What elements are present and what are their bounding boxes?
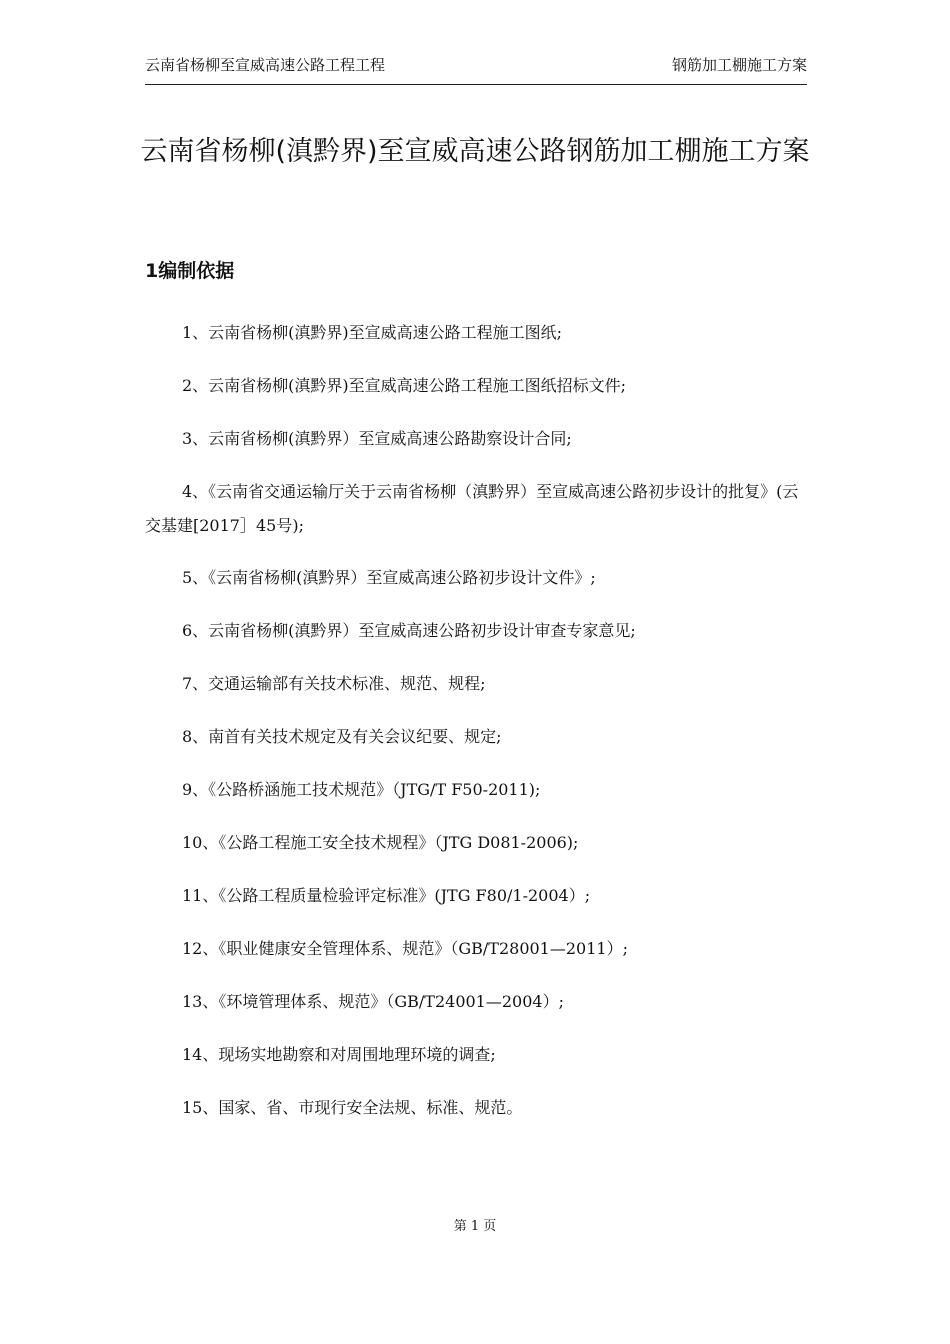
list-item: 1、云南省杨柳(滇黔界)至宣威高速公路工程施工图纸; xyxy=(182,323,563,342)
list-item: 15、国家、省、市现行安全法规、标准、规范。 xyxy=(182,1098,523,1117)
header-document-name: 钢筋加工棚施工方案 xyxy=(671,56,807,74)
list-item: 8、南首有关技术规定及有关会议纪要、规定; xyxy=(182,727,502,746)
list-item: 12、《职业健康安全管理体系、规范》（GB/T28001—2011）; xyxy=(182,939,628,958)
list-item: 14、现场实地勘察和对周围地理环境的调查; xyxy=(182,1045,496,1064)
section-heading: 1编制依据 xyxy=(145,260,235,282)
page-header xyxy=(145,54,807,78)
list-item: 13、《环境管理体系、规范》（GB/T24001—2004）; xyxy=(182,992,564,1011)
list-item: 10、《公路工程施工安全技术规程》（JTG D081-2006); xyxy=(182,833,579,852)
basis-list xyxy=(145,316,807,1144)
list-item: 5、《云南省杨柳(滇黔界）至宣威高速公路初步设计文件》; xyxy=(182,568,596,587)
document-title: 云南省杨柳(滇黔界)至宣威高速公路钢筋加工棚施工方案 xyxy=(140,136,810,167)
list-item: 7、交通运输部有关技术标准、规范、规程; xyxy=(182,674,486,693)
list-item: 9、《公路桥涵施工技术规范》（JTG/T F50-2011); xyxy=(182,780,541,799)
list-item: 2、云南省杨柳(滇黔界)至宣威高速公路工程施工图纸招标文件; xyxy=(182,376,627,395)
header-divider xyxy=(145,84,807,85)
list-item: 4、《云南省交通运输厅关于云南省杨柳（滇黔界）至宣威高速公路初步设计的批复》(云交基建[2017］45号); xyxy=(145,482,799,535)
list-item: 11、《公路工程质量检验评定标准》(JTG F80/1-2004）; xyxy=(182,886,591,905)
list-item: 6、云南省杨柳(滇黔界）至宣威高速公路初步设计审查专家意见; xyxy=(182,621,636,640)
page-number: 第 1 页 xyxy=(453,1219,497,1234)
header-project-name: 云南省杨柳至宣威高速公路工程工程 xyxy=(145,56,386,74)
list-item: 3、云南省杨柳(滇黔界）至宣威高速公路勘察设计合同; xyxy=(182,429,572,448)
